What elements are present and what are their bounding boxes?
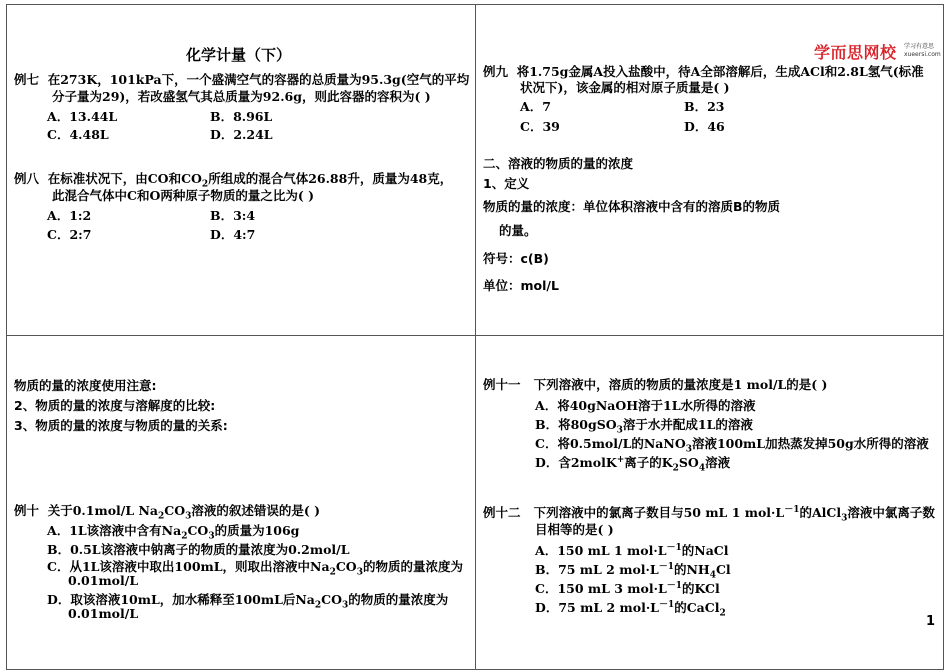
- example-9-line1: 将1.75g金属A投入盐酸中，待A全部溶解后，生成ACl和2.8L氢气(标准: [516, 64, 924, 79]
- example-10-option-b: B．0.5L该溶液中钠离子的物质的量浓度为0.2mol/L: [47, 542, 350, 557]
- definition-line1: 物质的量的浓度：单位体积溶液中含有的溶质B的物质: [483, 199, 781, 214]
- example-7-option-c: C．4.48L: [47, 127, 109, 142]
- example-10-stem-a: 关于0.1mol/L Na: [47, 503, 159, 518]
- example-7-line2: 分子量为29)，若改盛氢气其总质量为92.6g，则此容器的容积为( ): [52, 89, 431, 104]
- example-9-option-b: B．23: [684, 99, 725, 114]
- example-8-option-a: A．1:2: [47, 208, 92, 223]
- example-8-label: 例八: [14, 171, 40, 186]
- example-10-option-d: D．取该溶液10mL，加水稀释至100mL后$Na_2CO_3$的物质的量浓度为: [47, 592, 449, 611]
- vertical-divider: [475, 4, 476, 670]
- example-9-option-a: A．7: [520, 99, 551, 114]
- example-10-option-c-line2: 0.01mol/L: [68, 573, 139, 588]
- example-11-label: 例十一: [483, 377, 521, 392]
- example-12-option-b: B．75 mL 2 $mol\cdot L^{-1}$的$NH_4Cl$: [535, 561, 731, 581]
- example-8-option-c: C．2:7: [47, 227, 92, 242]
- example-10-stem-sub1: 2: [158, 511, 165, 522]
- example-10-stem-c: 溶液的叙述错误的是( ): [191, 503, 321, 518]
- logo-text: 学而思网校: [814, 43, 897, 62]
- example-8-option-b: B．3:4: [210, 208, 256, 223]
- example-11-option-b: B．将80gSO$_3$溶于水并配成1L的溶液: [535, 417, 753, 436]
- example-8-line1-a: 在标准状况下，由CO和CO: [47, 171, 202, 186]
- notes-line2: 2、物质的量的浓度与溶解度的比较:: [14, 398, 216, 413]
- example-12-label: 例十二: [483, 505, 521, 520]
- page-number: 1: [926, 614, 936, 629]
- example-10-option-d-line2: 0.01mol/L: [68, 606, 139, 621]
- page-title: 化学计量（下）: [186, 46, 292, 64]
- example-7-line1: 在273K，101kPa下，一个盛满空气的容器的总质量为95.3g(空气的平均: [47, 72, 470, 87]
- example-11-option-d: D．含2molK+离子的$K_2SO_4$溶液: [535, 454, 731, 474]
- example-7-option-a: A．13.44L: [47, 109, 118, 124]
- notes-line3: 3、物质的量的浓度与物质的量的关系:: [14, 418, 228, 433]
- example-9-label: 例九: [483, 64, 509, 79]
- example-10-stem-sub2: 3: [185, 511, 192, 522]
- unit-line: 单位：mol/L: [483, 278, 559, 293]
- example-9-option-d: D．46: [684, 119, 725, 134]
- example-8-line2: 此混合气体中C和O两种原子物质的量之比为( ): [52, 188, 315, 203]
- example-9-line2: 状况下)，该金属的相对原子质量是( ): [520, 80, 730, 95]
- example-7-option-d: D．2.24L: [210, 127, 273, 142]
- example-11-stem: 下列溶液中，溶质的物质的量浓度是1 mol/L的是( ): [533, 377, 828, 392]
- example-8-line1-sub: 2: [201, 179, 209, 190]
- notes-line1: 物质的量的浓度使用注意:: [14, 378, 157, 393]
- example-12-option-d: D．75 mL 2 $mol\cdot L^{-1}$的CaCl$_2$: [535, 599, 726, 619]
- example-11-option-c: C．将0.5mol/L的NaNO$_3$溶液100mL加热蒸发掉50g水所得的溶液: [535, 436, 929, 455]
- example-10-option-a: A．1L该溶液中含有$Na_2CO_3$的质量为106g: [47, 523, 300, 542]
- example-8-option-d: D．4:7: [210, 227, 256, 242]
- symbol-line: 符号：c(B): [483, 251, 549, 266]
- example-7-label: 例七: [14, 72, 40, 87]
- logo-tagline: 学习有意思: [904, 43, 935, 50]
- horizontal-divider: [6, 335, 944, 336]
- example-10-stem-b: CO: [164, 503, 186, 518]
- example-12-stem-line2: 目相等的是( ): [535, 522, 614, 537]
- logo-url: xueersi.com: [904, 51, 941, 58]
- example-7-option-b: B．8.96L: [210, 109, 273, 124]
- definition-heading: 1、定义: [483, 176, 530, 191]
- example-8-line1-b: 所组成的混合气体26.88升，质量为48克，: [208, 171, 453, 186]
- definition-line2: 的量。: [499, 223, 537, 238]
- section-heading: 二、溶液的物质的量的浓度: [483, 156, 634, 171]
- example-10-option-c: C．从1L该溶液中取出100mL，则取出溶液中$Na_2CO_3$的物质的量浓度为: [47, 559, 463, 578]
- example-10-label: 例十: [14, 503, 40, 518]
- example-11-option-a: A．将40gNaOH溶于1L水所得的溶液: [535, 398, 756, 413]
- example-9-option-c: C．39: [520, 119, 560, 134]
- example-12-option-c: C．150 mL 3 $mol\cdot L^{-1}$的KCl: [535, 580, 720, 596]
- example-12-option-a: A．150 mL 1 $mol\cdot L^{-1}$的NaCl: [535, 542, 729, 558]
